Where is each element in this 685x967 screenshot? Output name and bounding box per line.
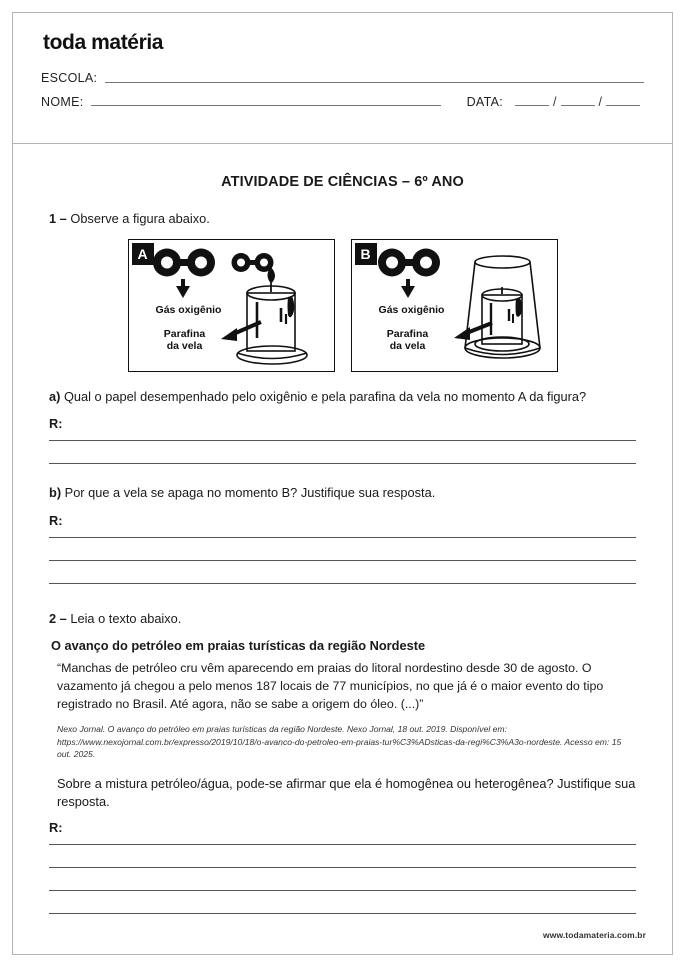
- figure-panel-a: [128, 239, 335, 372]
- question-2-text: Leia o texto abaixo.: [70, 610, 182, 626]
- data-year-input[interactable]: [606, 105, 640, 106]
- question-2-answer-label: R:: [49, 819, 63, 835]
- nome-label: NOME:: [41, 94, 84, 109]
- answer-line[interactable]: [49, 538, 636, 561]
- answer-line[interactable]: [49, 868, 636, 891]
- brand-logo: toda matéria: [43, 31, 164, 54]
- unlit-candle-icon: [475, 287, 529, 351]
- question-1a-answer-area[interactable]: [49, 431, 636, 464]
- panel-b-paraffin-label: [358, 328, 458, 352]
- article-heading: O avanço do petróleo em praias turísticas da região Nordeste: [51, 638, 426, 654]
- question-1a-answer-label: R:: [49, 416, 63, 432]
- answer-line[interactable]: [49, 528, 636, 538]
- answer-line[interactable]: [49, 845, 636, 868]
- answer-line[interactable]: [49, 441, 636, 464]
- panel-a-paraffin-label: [135, 328, 235, 352]
- data-field-group: [467, 96, 644, 109]
- escola-input-rule[interactable]: [105, 82, 644, 83]
- question-1-number: 1 –: [49, 211, 67, 226]
- oxygen-molecule-large-icon: [378, 248, 440, 276]
- question-1b-text: Por que a vela se apaga no momento B? Justifique sua resposta.: [64, 485, 436, 501]
- panel-b-tag: B: [355, 243, 377, 265]
- article-excerpt: “Manchas de petróleo cru vêm aparecendo em praias do litoral nordestino desde 30 de agosto. O vazamento já chegou a pelo menos 187 locais de 77 municípios, no que já é o maior evento do tipo registrado no Brasil. Até agora, não se sabe a origem do óleo. (...)”: [57, 661, 604, 712]
- question-1-prompt: [49, 210, 636, 229]
- question-1b-prompt: [49, 484, 636, 503]
- nome-field-row: [41, 96, 644, 109]
- data-separator-2: /: [598, 94, 602, 109]
- question-2-prompt: [49, 610, 636, 629]
- worksheet-page: [12, 12, 673, 955]
- data-label: DATA:: [466, 94, 504, 109]
- question-2-number: 2 –: [49, 610, 67, 626]
- escola-field-row: [41, 72, 644, 85]
- question-1b-answer-area[interactable]: [49, 528, 636, 584]
- question-2-answer-area[interactable]: [49, 835, 636, 914]
- panel-a-paraffin-line2: da vela: [166, 339, 203, 352]
- escola-label: ESCOLA:: [41, 71, 98, 85]
- footer-url: www.todamateria.com.br: [543, 930, 646, 940]
- panel-b-paraffin-line1: Parafina: [386, 327, 429, 340]
- panel-a-paraffin-line1: Parafina: [163, 327, 206, 340]
- question-1-text: Observe a figura abaixo.: [70, 211, 210, 226]
- answer-line[interactable]: [49, 835, 636, 845]
- down-arrow-icon: [176, 279, 190, 298]
- question-1a-text: Qual o papel desempenhado pelo oxigênio e pela parafina da vela no momento A da figura?: [63, 388, 587, 404]
- panel-a-oxygen-label: Gás oxigênio: [155, 303, 222, 316]
- question-1b-answer-label: R:: [49, 512, 63, 528]
- answer-line[interactable]: [49, 431, 636, 441]
- question-1a-prompt: [49, 388, 636, 407]
- answer-line[interactable]: [49, 891, 636, 914]
- question-1b-marker: b): [49, 485, 62, 501]
- paraffin-pointer-arrow-icon: [454, 323, 492, 340]
- panel-a-tag: A: [132, 243, 154, 265]
- question-2-subprompt: Sobre a mistura petróleo/água, pode-se afirmar que ela é homogênea ou heterogênea? Justifique sua resposta.: [57, 775, 636, 810]
- data-day-input[interactable]: [515, 105, 549, 106]
- panel-b-paraffin-line2: da vela: [389, 339, 426, 352]
- data-separator-1: /: [553, 94, 557, 109]
- data-month-input[interactable]: [561, 105, 595, 106]
- page-title: ATIVIDADE DE CIÊNCIAS – 6º ANO: [221, 174, 464, 190]
- worksheet-body: [13, 144, 672, 914]
- oxygen-molecule-small-icon: [231, 253, 273, 272]
- oxygen-molecule-large-icon: [153, 248, 215, 276]
- article-citation: Nexo Jornal. O avanço do petróleo em praias turísticas da região Nordeste. Nexo Jornal, 18 out. 2019. Disponível em: https://www.nexojornal.com.br/expresso/2019/10/18/o-avanco-do-petroleo-em-praias-tur%C3%ADsticas-da-regi%C3%A3o-nordeste. Acesso em: 15 out. 2025.: [57, 724, 622, 760]
- answer-line[interactable]: [49, 561, 636, 584]
- figure-panel-b: [351, 239, 558, 372]
- worksheet-header: [13, 13, 672, 144]
- lit-candle-icon: [237, 268, 307, 364]
- down-arrow-icon: [401, 279, 415, 298]
- question-1a-marker: a): [49, 388, 61, 404]
- nome-input-rule[interactable]: [91, 105, 440, 106]
- candle-figure: [49, 239, 636, 372]
- panel-b-oxygen-label: Gás oxigênio: [378, 303, 445, 316]
